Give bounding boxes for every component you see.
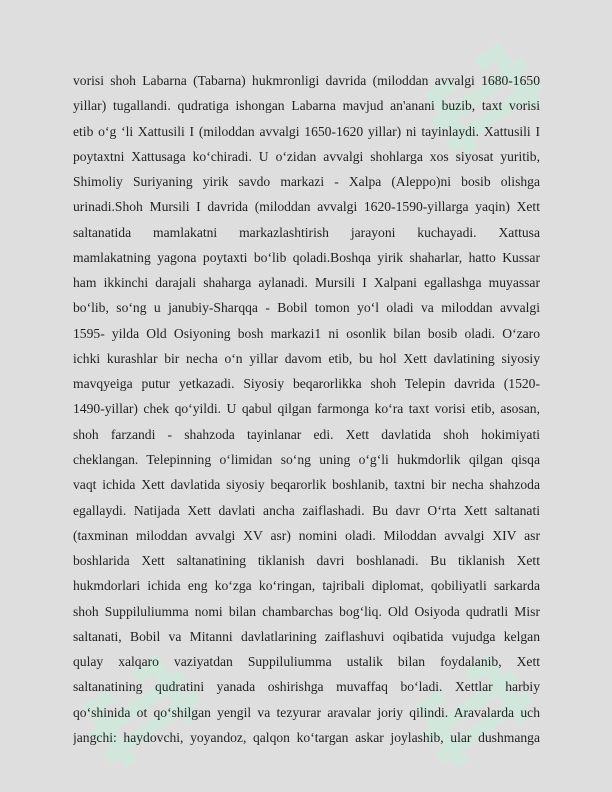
text-line: boshlarida Xett saltanatining tiklanish davri boshlanadi. Bu tiklanish Xett xyxy=(73,553,540,569)
text-line: yillar) tugallandi. qudratiga ishongan Labarna mavjud an'anani buzib, taxt vorisi xyxy=(73,98,540,114)
text-line: (taxminan miloddan avvalgi XV asr) nomini oladi. Miloddan avvalgi XIV asr xyxy=(73,527,540,543)
text-line: poytaxtni Xattusaga ko‘chiradi. U o‘zidan avvalgi shohlarga xos siyosat yuritib, xyxy=(73,148,540,164)
text-line: shoh farzandi - shahzoda tayinlanar edi. Xett davlatida shoh hokimiyati xyxy=(73,426,540,442)
text-line: qulay xalqaro vaziyatdan Suppiluliumma ustalik bilan foydalanib, Xett xyxy=(73,654,540,670)
text-line: saltanatining qudratini yanada oshirishga muvaffaq bo‘ladi. Xettlar harbiy xyxy=(73,679,540,695)
text-line: urinadi.Shoh Mursili I davrida (miloddan avvalgi 1620-1590-yillarga yaqin) Xett xyxy=(73,199,540,215)
text-line: ichki kurashlar bir necha o‘n yillar davom etib, bu hol Xett davlatining siyosiy xyxy=(73,350,540,366)
text-line: vorisi shoh Labarna (Tabarna) hukmronligi davrida (miloddan avvalgi 1680-1650 xyxy=(73,73,540,88)
text-line: mamlakatning yagona poytaxti bo‘lib qoladi.Boshqa yirik shaharlar, hatto Kussar xyxy=(73,249,540,265)
text-line: shoh Suppiluliumma nomi bilan chambarchas bog‘liq. Old Osiyoda qudratli Misr xyxy=(73,603,540,619)
text-line: 1490-yillar) chek qo‘yildi. U qabul qilgan farmonga ko‘ra taxt vorisi etib, asosan, xyxy=(73,401,540,417)
text-line: qo‘shinida ot qo‘shilgan yengil va tezyurar aravalar joriy qilindi. Aravalarda uch xyxy=(73,704,540,720)
body-paragraph xyxy=(73,68,540,750)
text-line: etib o‘g ‘li Xattusili I (miloddan avvalgi 1650-1620 yillar) ni tayinlaydi. Xattusili I xyxy=(73,123,540,139)
text-line: jangchi: haydovchi, yoyandoz, qalqon ko‘targan askar joylashib, ular dushmanga xyxy=(73,729,540,745)
text-line: Shimoliy Suriyaning yirik savdo markazi - Xalpa (Aleppo)ni bosib olishga xyxy=(73,174,540,190)
text-line: 1595- yilda Old Osiyoning bosh markazi1 ni osonlik bilan bosib oladi. O‘zaro xyxy=(73,325,540,341)
text-line: bo‘lib, so‘ng u janubiy-Sharqqa - Bobil tomon yo‘l oladi va miloddan avvalgi xyxy=(73,300,540,316)
text-line: egallaydi. Natijada Xett davlati ancha zaiflashadi. Bu davr O‘rta Xett saltanati xyxy=(73,502,540,518)
text-line: cheklangan. Telepinning o‘limidan so‘ng uning o‘g‘li hukmdorlik qilgan qisqa xyxy=(73,451,540,467)
text-line: saltanati, Bobil va Mitanni davlatlarining zaiflashuvi oqibatida vujudga kelgan xyxy=(73,628,540,644)
text-line: saltanatida mamlakatni markazlashtirish jarayoni kuchayadi. Xattusa xyxy=(73,224,540,240)
text-line: ham ikkinchi darajali shaharga aylanadi. Mursili I Xalpani egallashga muyassar xyxy=(73,275,540,291)
text-line: hukmdorlari ichida eng ko‘zga ko‘ringan, tajribali diplomat, qobiliyatli sarkarda xyxy=(73,578,540,594)
text-line: mavqyeiga putur yetkazadi. Siyosiy beqarorlikka shoh Telepin davrida (1520- xyxy=(73,376,540,392)
text-line: vaqt ichida Xett davlatida siyosiy beqarorlik boshlanib, taxtni bir necha shahzoda xyxy=(73,477,540,493)
